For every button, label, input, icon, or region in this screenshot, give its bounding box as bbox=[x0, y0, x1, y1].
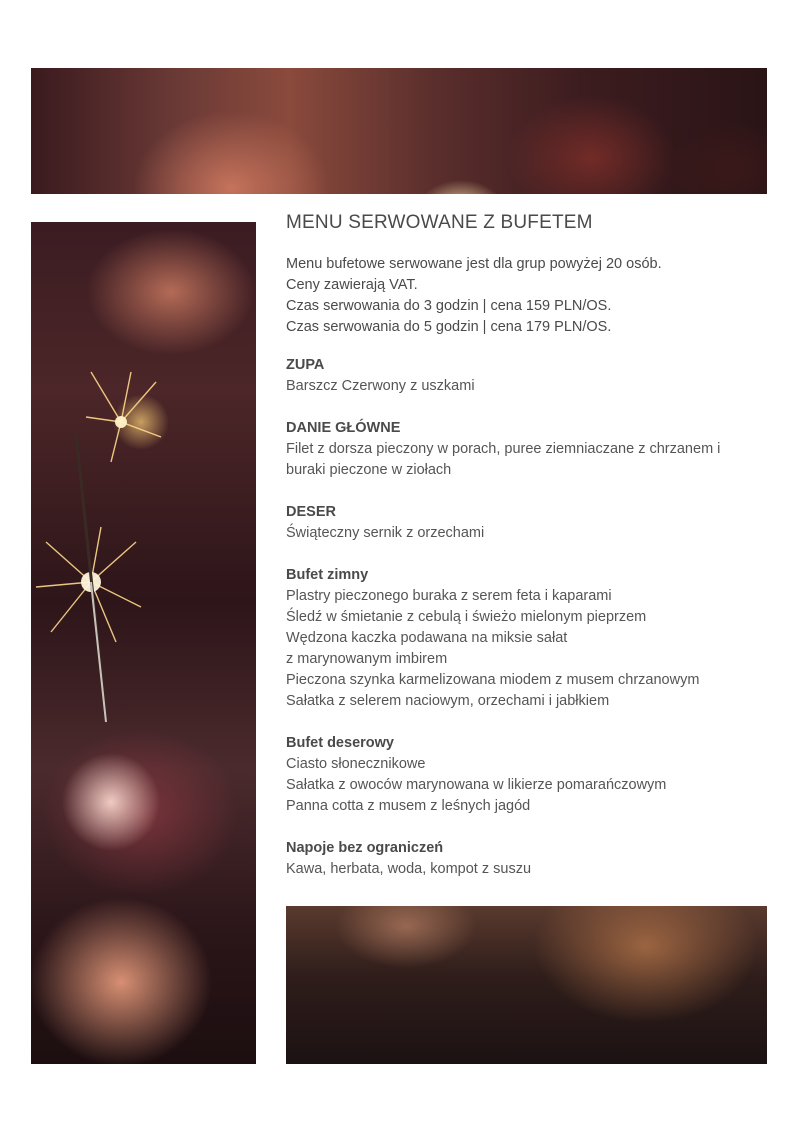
section-bufet-zimny bbox=[286, 565, 756, 712]
menu-item: Filet z dorsza pieczony w porach, puree ziemniaczane z chrzanem i bbox=[286, 441, 721, 457]
intro-line: Menu bufetowe serwowane jest dla grup powyżej 20 osób. bbox=[286, 256, 662, 272]
menu-item: Wędzona kaczka podawana na miksie sałat bbox=[286, 630, 568, 646]
menu-item: buraki pieczone w ziołach bbox=[286, 462, 452, 478]
menu-item: Kawa, herbata, woda, kompot z suszu bbox=[286, 861, 532, 877]
intro-block bbox=[286, 254, 756, 338]
menu-item: Plastry pieczonego buraka z serem feta i kaparami bbox=[286, 588, 612, 604]
section-heading: Napoje bez ograniczeń bbox=[286, 840, 444, 856]
menu-item: z marynowanym imbirem bbox=[286, 651, 448, 667]
intro-line: Czas serwowania do 3 godzin | cena 159 PLN/OS. bbox=[286, 298, 612, 314]
section-heading: Bufet zimny bbox=[286, 567, 369, 583]
menu-item: Pieczona szynka karmelizowana miodem z musem chrzanowym bbox=[286, 672, 700, 688]
menu-item: Panna cotta z musem z leśnych jagód bbox=[286, 798, 531, 814]
menu-item: Sałatka z selerem naciowym, orzechami i jabłkiem bbox=[286, 693, 610, 709]
menu-item: Śledź w śmietanie z cebulą i świeżo mielonym pieprzem bbox=[286, 609, 647, 625]
header-photo bbox=[31, 68, 767, 194]
sparkler-icon bbox=[31, 222, 256, 1064]
section-heading: DESER bbox=[286, 504, 336, 520]
section-napoje bbox=[286, 838, 756, 880]
section-danie-glowne bbox=[286, 418, 756, 481]
footer-photo bbox=[286, 906, 767, 1064]
menu-content bbox=[286, 212, 756, 901]
intro-line: Czas serwowania do 5 godzin | cena 179 PLN/OS. bbox=[286, 319, 612, 335]
section-deser bbox=[286, 502, 756, 544]
intro-line: Ceny zawierają VAT. bbox=[286, 277, 418, 293]
menu-item: Świąteczny sernik z orzechami bbox=[286, 525, 485, 541]
section-zupa bbox=[286, 355, 756, 397]
sparkler-photo bbox=[31, 222, 256, 1064]
section-heading: Bufet deserowy bbox=[286, 735, 394, 751]
menu-item: Sałatka z owoców marynowana w likierze pomarańczowym bbox=[286, 777, 667, 793]
page-title: MENU SERWOWANE Z BUFETEM bbox=[286, 212, 593, 233]
menu-item: Ciasto słonecznikowe bbox=[286, 756, 426, 772]
section-heading: ZUPA bbox=[286, 357, 325, 373]
section-bufet-deserowy bbox=[286, 733, 756, 817]
section-heading: DANIE GŁÓWNE bbox=[286, 420, 401, 436]
menu-item: Barszcz Czerwony z uszkami bbox=[286, 378, 475, 394]
